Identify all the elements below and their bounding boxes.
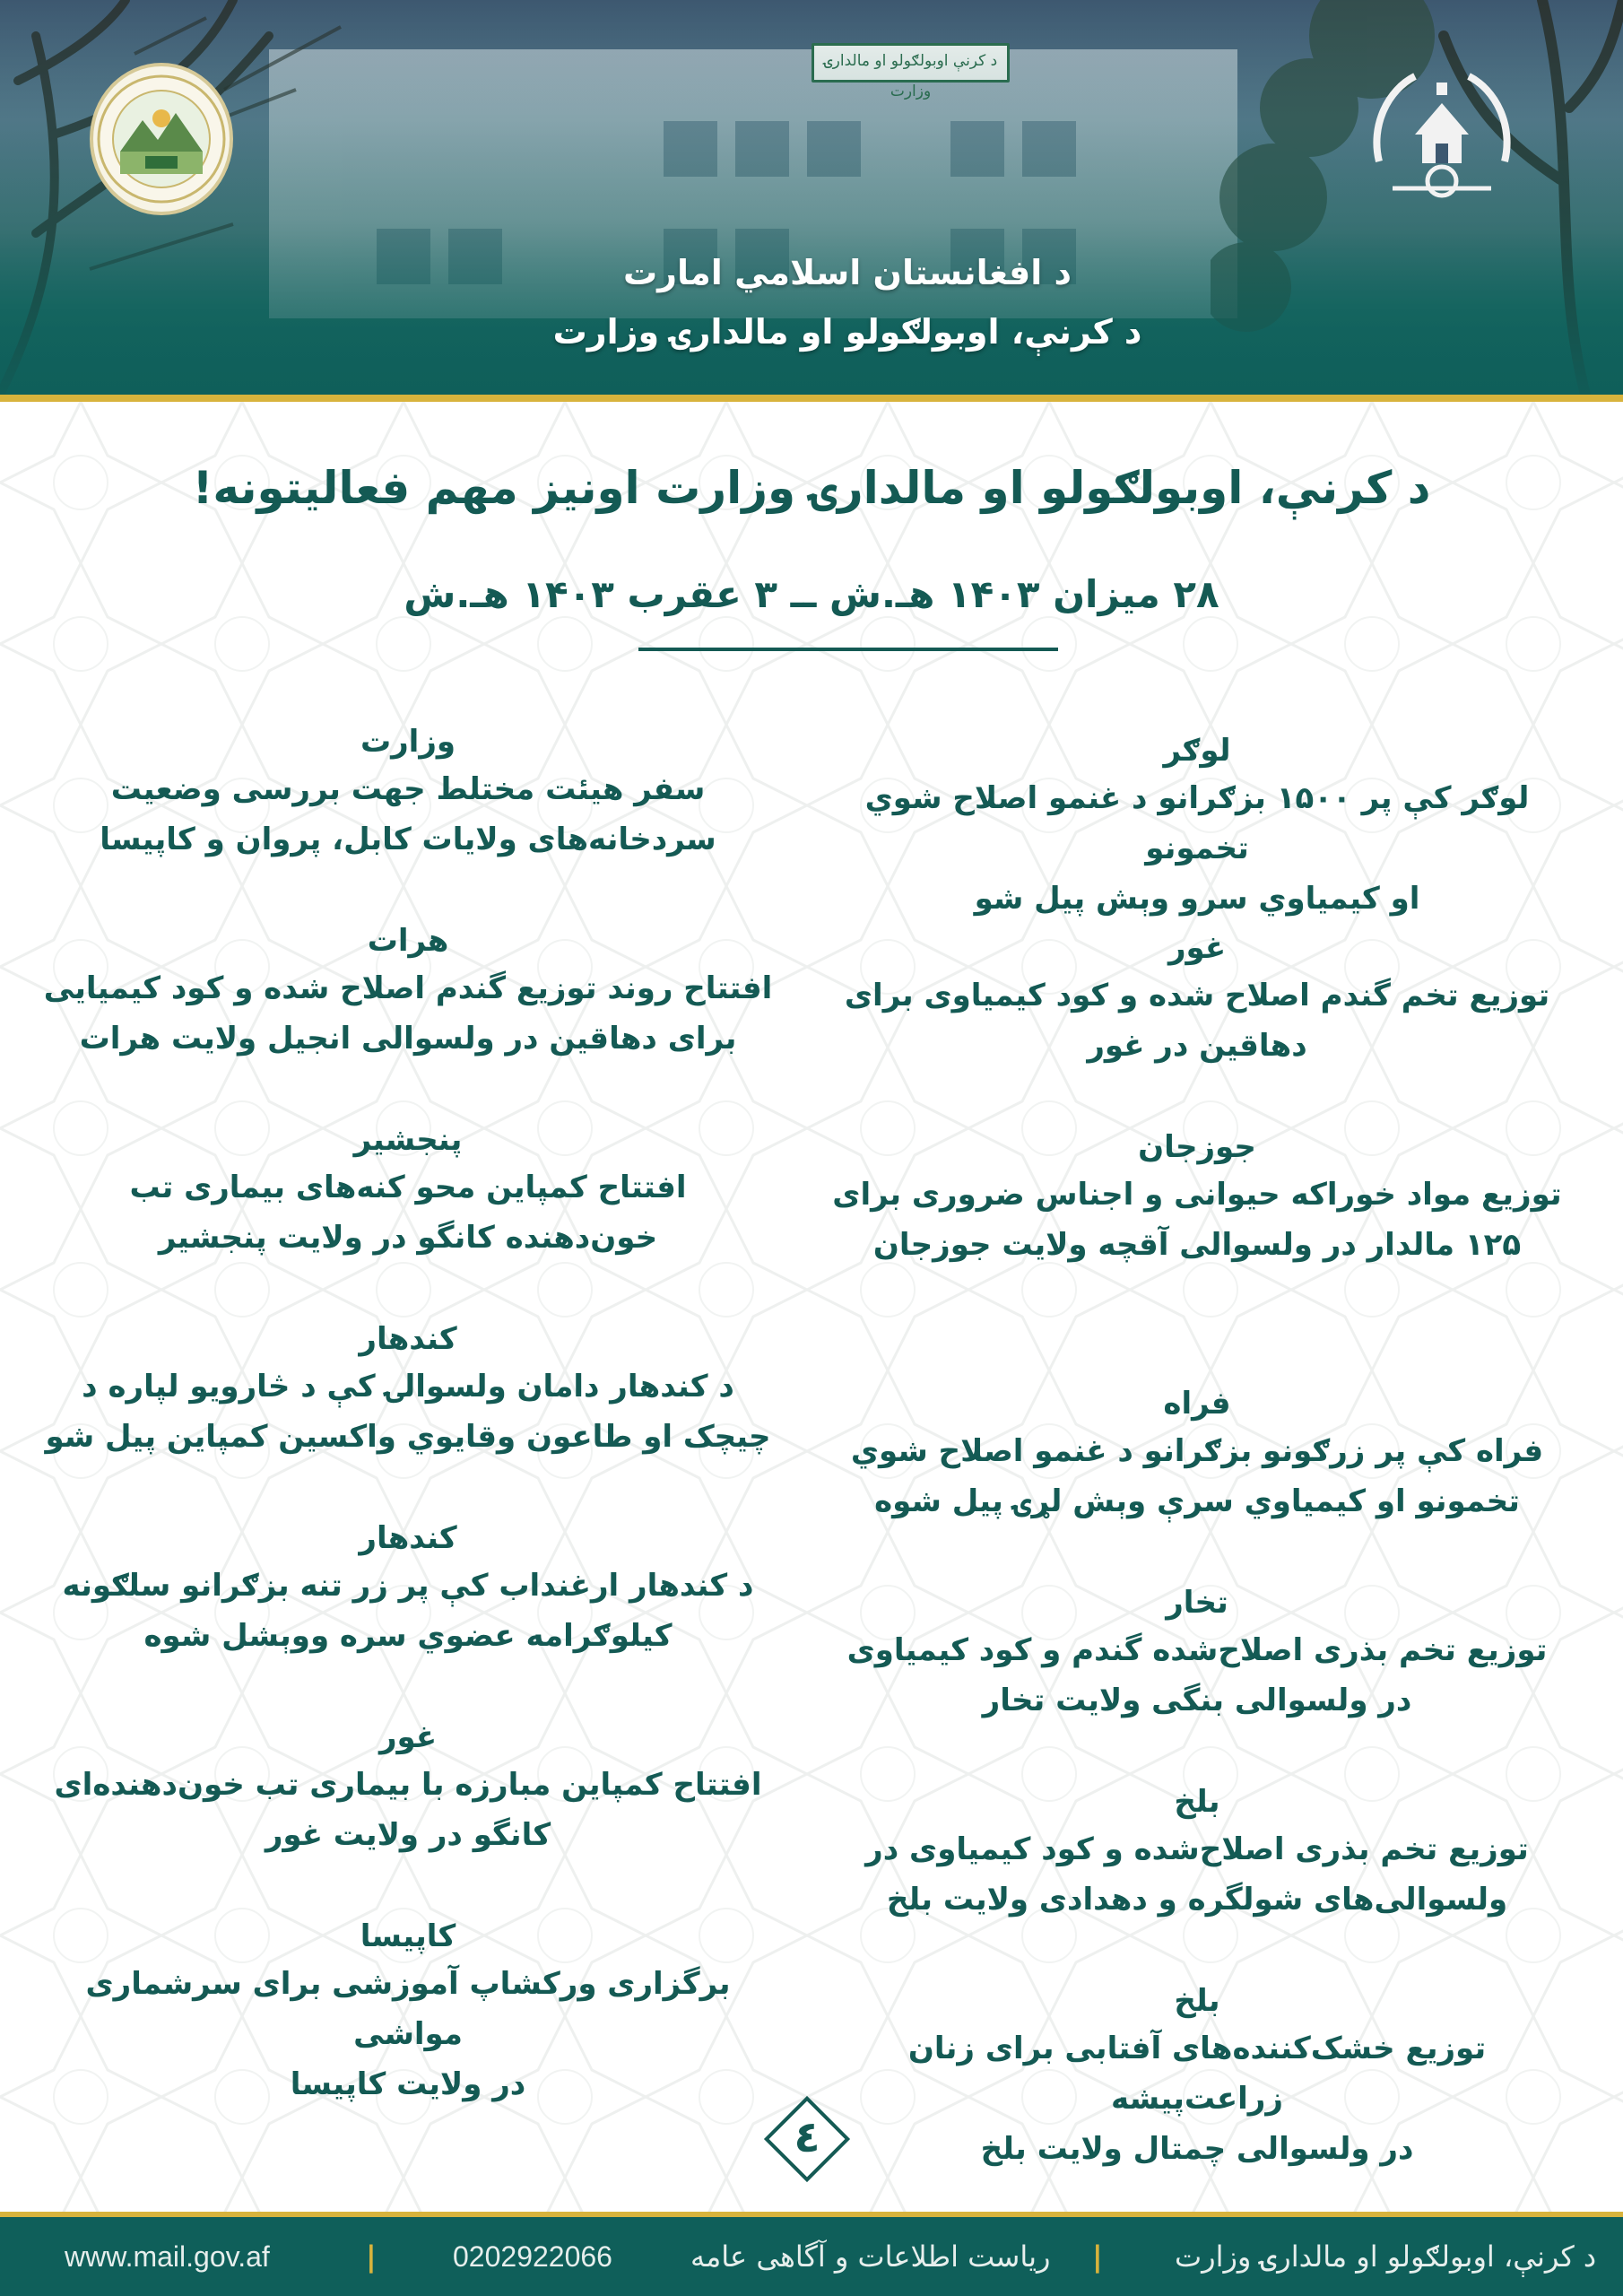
- activity-place: کاپیسا: [360, 1918, 456, 1954]
- activity-description: برگزاری ورکشاپ آموزشی برای سرشماری مواشی: [85, 1966, 731, 2052]
- banner-title-emirate: د افغانستان اسلامي امارت: [622, 253, 1072, 292]
- activity-item: [825, 1381, 1569, 1526]
- activity-description: دهاقین در غور: [1087, 1028, 1307, 1064]
- activity-place: فراه: [1163, 1386, 1231, 1422]
- activity-description: چیچک او طاعون وقایوي واکسین کمپاین پیل شو: [45, 1419, 771, 1455]
- activity-place: غور: [1167, 930, 1227, 966]
- activity-item: [36, 719, 780, 865]
- activity-place: لوګر: [1163, 733, 1231, 769]
- activity-description: فراه کې پر زرګونو بزګرانو د غنمو اصلاح شوي: [850, 1433, 1544, 1469]
- banner-gold-divider: [0, 395, 1623, 402]
- activity-item: [825, 926, 1569, 1071]
- activity-description: ۱۲۵ مالدار در ولسوالی آقچه ولایت جوزجان: [872, 1227, 1522, 1263]
- activity-description: د کندهار دامان ولسوالۍ کې د څارويو لپاره د: [82, 1369, 734, 1405]
- activity-description: در ولسوالی چمتال ولایت بلخ: [980, 2131, 1414, 2167]
- date-range: ۲۸ میزان ۱۴۰۳ هـ.ش ــ ۳ عقرب ۱۴۰۳ هـ.ش: [404, 572, 1219, 616]
- activity-item: [36, 1516, 780, 1661]
- emirate-emblem-logo: [1361, 63, 1523, 206]
- ministry-seal-logo: [90, 63, 233, 215]
- activity-description: تخمونو او کیمیاوي سرې وېش لړۍ پیل شوه: [874, 1483, 1520, 1519]
- footer-separator: |: [366, 2239, 377, 2274]
- activity-description: افتتاح کمپاین مبارزه با بیماری تب خون‌دهنده‌ای: [54, 1767, 762, 1803]
- activity-item: [36, 1118, 780, 1263]
- header-banner: [0, 0, 1623, 402]
- footer-separator: |: [1092, 2239, 1103, 2274]
- activity-description: در ولسوالی بنگی ولایت تخار: [982, 1683, 1412, 1718]
- activity-item: [825, 1979, 1569, 2174]
- activity-item: [825, 1779, 1569, 1925]
- activity-description: توزیع تخم گندم اصلاح شده و کود کیمیاوی برای: [844, 978, 1550, 1013]
- activity-place: پنجشیر: [353, 1122, 463, 1158]
- title-underline: [638, 648, 1058, 651]
- activity-description: کیلوګرامه عضوي سره ووېشل شوه: [143, 1618, 673, 1654]
- activity-description: افتتاح روند توزیع گندم اصلاح شده و کود کیمیایی: [43, 970, 773, 1006]
- activity-item: [36, 1715, 780, 1860]
- activity-description: برای دهاقین در ولسوالی انجیل ولایت هرات: [79, 1021, 737, 1057]
- footer-website-link[interactable]: www.mail.gov.af: [65, 2240, 270, 2273]
- footer-department: ریاست اطلاعات و آگاهی عامه: [690, 2239, 1051, 2274]
- activity-description: لوګر کې پر ۱۵۰۰ بزګرانو د غنمو اصلاح شوي تخمونو: [864, 780, 1530, 866]
- activity-place: بلخ: [1174, 1983, 1220, 2019]
- activity-description: د کندهار ارغنداب کې پر زر تنه بزګرانو سلګونه: [62, 1568, 754, 1604]
- activity-description: سردخانه‌های ولایات کابل، پروان و کاپیسا: [100, 822, 716, 857]
- activity-item: [825, 728, 1569, 924]
- activity-description: او کیمیاوي سرو وېش پیل شو: [974, 881, 1420, 917]
- activity-item: [825, 1125, 1569, 1270]
- page-number: ٤: [794, 2112, 820, 2162]
- footer-ministry: د کرنې، اوبولګولو او مالدارۍ وزارت: [1175, 2239, 1597, 2274]
- activity-item: [36, 918, 780, 1064]
- activity-description: در ولایت کاپیسا: [290, 2066, 526, 2102]
- activity-place: جوزجان: [1138, 1129, 1256, 1165]
- activity-description: ولسوالی‌های شولگره و دهدادی ولایت بلخ: [886, 1882, 1508, 1918]
- activity-item: [825, 1580, 1569, 1726]
- banner-title-ministry: د کرنې، اوبولګولو او مالدارۍ وزارت: [552, 312, 1142, 352]
- footer-bar: [0, 2217, 1623, 2296]
- activity-description: توزیع مواد خوراکه حیوانی و اجناس ضروری برای: [832, 1177, 1562, 1213]
- activity-description: افتتاح کمپاین محو کنه‌های بیماری تب: [129, 1170, 687, 1205]
- activity-description: توزیع تخم بذری اصلاح‌شده و کود کیمیاوی در: [865, 1831, 1529, 1867]
- activity-place: کندهار: [359, 1321, 457, 1357]
- footer-phone: 0202922066: [453, 2240, 612, 2273]
- activity-description: توزیع خشک‌کننده‌های آفتابی برای زنان زراعت‌پیشه: [907, 2031, 1487, 2117]
- activity-description: کانگو در ولایت غور: [265, 1817, 551, 1853]
- activity-place: وزارت: [360, 724, 456, 760]
- activity-item: [36, 1317, 780, 1462]
- activity-description: توزیع تخم بذری اصلاح‌شده گندم و کود کیمیاوی: [846, 1632, 1548, 1668]
- page-title: د کرنې، اوبولګولو او مالدارۍ وزارت اونيز مهم فعاليتونه!: [192, 462, 1431, 514]
- activity-place: بلخ: [1174, 1784, 1220, 1820]
- activity-item: [36, 1914, 780, 2109]
- activity-place: کندهار: [359, 1520, 457, 1556]
- activity-place: غور: [378, 1719, 438, 1755]
- activity-place: هرات: [367, 923, 449, 959]
- activity-description: خون‌دهنده کانگو در ولایت پنجشیر: [158, 1220, 658, 1256]
- activity-place: تخار: [1166, 1585, 1228, 1621]
- activity-description: سفر هیئت مختلط جهت بررسی وضعیت: [110, 771, 706, 807]
